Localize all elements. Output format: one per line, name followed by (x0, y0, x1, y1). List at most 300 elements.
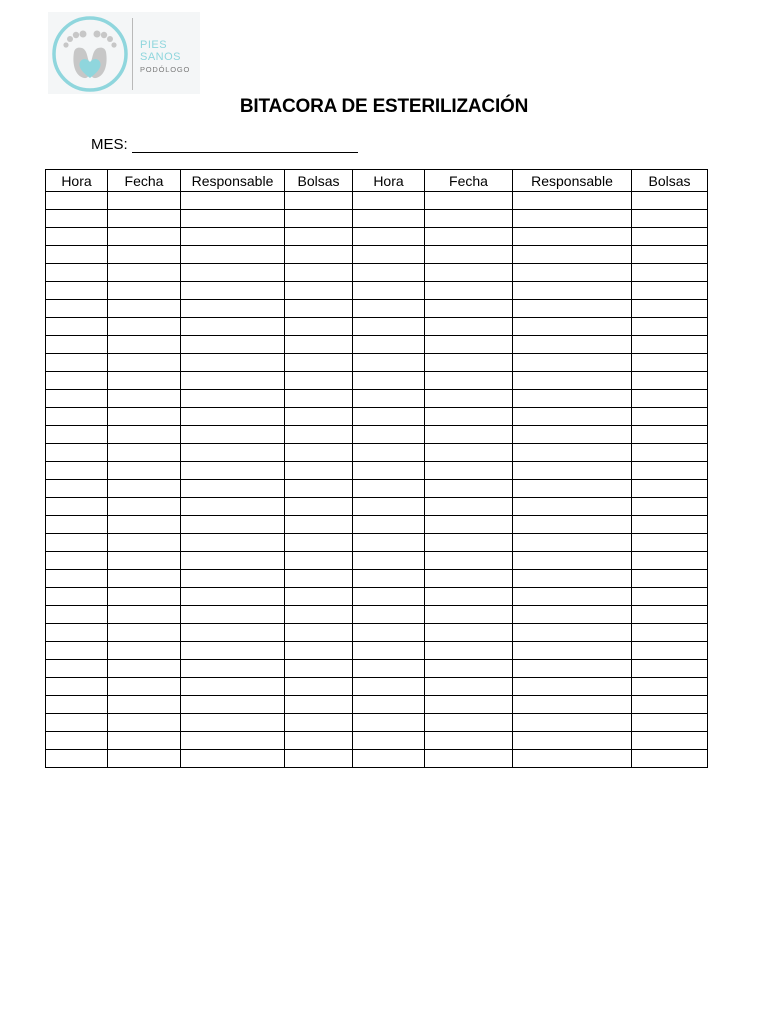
table-cell[interactable] (285, 372, 353, 390)
table-cell[interactable] (46, 534, 108, 552)
table-cell[interactable] (513, 480, 632, 498)
table-cell[interactable] (46, 318, 108, 336)
table-row (46, 462, 708, 480)
table-cell[interactable] (425, 696, 513, 714)
table-cell[interactable] (425, 210, 513, 228)
table-cell[interactable] (353, 300, 425, 318)
table-cell[interactable] (353, 516, 425, 534)
table-cell[interactable] (353, 390, 425, 408)
table-cell[interactable] (108, 516, 181, 534)
table-cell[interactable] (353, 552, 425, 570)
table-row (46, 336, 708, 354)
table-cell[interactable] (425, 624, 513, 642)
table-cell[interactable] (285, 390, 353, 408)
table-cell[interactable] (46, 336, 108, 354)
table-cell[interactable] (108, 228, 181, 246)
table-cell[interactable] (353, 318, 425, 336)
table-cell[interactable] (285, 192, 353, 210)
table-cell[interactable] (353, 732, 425, 750)
table-cell[interactable] (632, 588, 708, 606)
table-cell[interactable] (181, 336, 285, 354)
table-cell[interactable] (353, 660, 425, 678)
table-cell[interactable] (513, 300, 632, 318)
table-cell[interactable] (632, 192, 708, 210)
column-header-bolsas: Bolsas (285, 170, 353, 192)
table-cell[interactable] (632, 624, 708, 642)
table-cell[interactable] (46, 696, 108, 714)
table-row (46, 228, 708, 246)
table-cell[interactable] (425, 318, 513, 336)
table-cell[interactable] (425, 282, 513, 300)
table-row (46, 696, 708, 714)
table-cell[interactable] (425, 660, 513, 678)
table-cell[interactable] (181, 462, 285, 480)
table-cell[interactable] (108, 192, 181, 210)
table-cell[interactable] (425, 390, 513, 408)
table-cell[interactable] (353, 696, 425, 714)
table-cell[interactable] (425, 228, 513, 246)
table-cell[interactable] (632, 714, 708, 732)
table-cell[interactable] (425, 606, 513, 624)
table-cell[interactable] (181, 390, 285, 408)
table-cell[interactable] (513, 408, 632, 426)
table-cell[interactable] (181, 552, 285, 570)
table-cell[interactable] (513, 264, 632, 282)
table-cell[interactable] (181, 732, 285, 750)
table-cell[interactable] (353, 462, 425, 480)
table-cell[interactable] (353, 228, 425, 246)
table-cell[interactable] (46, 642, 108, 660)
table-row (46, 246, 708, 264)
table-cell[interactable] (181, 696, 285, 714)
table-cell[interactable] (632, 696, 708, 714)
table-cell[interactable] (285, 516, 353, 534)
table-cell[interactable] (632, 426, 708, 444)
table-cell[interactable] (353, 714, 425, 732)
table-cell[interactable] (425, 588, 513, 606)
table-cell[interactable] (632, 552, 708, 570)
table-cell[interactable] (513, 714, 632, 732)
table-cell[interactable] (513, 732, 632, 750)
table-cell[interactable] (108, 390, 181, 408)
table-cell[interactable] (285, 588, 353, 606)
table-cell[interactable] (632, 516, 708, 534)
table-cell[interactable] (353, 606, 425, 624)
table-cell[interactable] (108, 300, 181, 318)
table-cell[interactable] (108, 210, 181, 228)
table-cell[interactable] (513, 246, 632, 264)
table-cell[interactable] (46, 498, 108, 516)
table-cell[interactable] (181, 570, 285, 588)
table-cell[interactable] (46, 480, 108, 498)
table-row (46, 426, 708, 444)
table-cell[interactable] (46, 444, 108, 462)
table-row (46, 732, 708, 750)
pies-sanos-logo (48, 12, 200, 94)
table-cell[interactable] (108, 408, 181, 426)
table-cell[interactable] (513, 552, 632, 570)
table-cell[interactable] (108, 570, 181, 588)
table-cell[interactable] (513, 228, 632, 246)
table-cell[interactable] (46, 516, 108, 534)
column-header-bolsas-2: Bolsas (632, 170, 708, 192)
table-cell[interactable] (425, 516, 513, 534)
table-cell[interactable] (632, 228, 708, 246)
table-cell[interactable] (513, 444, 632, 462)
table-cell[interactable] (108, 606, 181, 624)
table-cell[interactable] (46, 570, 108, 588)
table-cell[interactable] (632, 246, 708, 264)
table-cell[interactable] (108, 354, 181, 372)
table-cell[interactable] (513, 192, 632, 210)
table-cell[interactable] (285, 714, 353, 732)
table-cell[interactable] (181, 300, 285, 318)
table-cell[interactable] (108, 642, 181, 660)
page-title: BITACORA DE ESTERILIZACIÓN (239, 96, 529, 117)
table-cell[interactable] (513, 372, 632, 390)
table-row (46, 372, 708, 390)
table-cell[interactable] (353, 534, 425, 552)
table-cell[interactable] (181, 282, 285, 300)
table-cell[interactable] (285, 354, 353, 372)
table-row (46, 264, 708, 282)
table-row (46, 516, 708, 534)
table-cell[interactable] (632, 210, 708, 228)
table-cell[interactable] (285, 732, 353, 750)
table-row (46, 678, 708, 696)
table-cell[interactable] (513, 498, 632, 516)
table-cell[interactable] (425, 678, 513, 696)
column-header-hora-2: Hora (353, 170, 425, 192)
logo-text-line1: PIES (140, 39, 168, 51)
table-cell[interactable] (425, 300, 513, 318)
table-cell[interactable] (108, 264, 181, 282)
table-cell[interactable] (513, 588, 632, 606)
table-cell[interactable] (46, 408, 108, 426)
table-row (46, 354, 708, 372)
table-cell[interactable] (632, 606, 708, 624)
table-cell[interactable] (46, 588, 108, 606)
table-cell[interactable] (425, 552, 513, 570)
table-cell[interactable] (353, 570, 425, 588)
table-cell[interactable] (513, 534, 632, 552)
table-cell[interactable] (46, 750, 108, 768)
table-cell[interactable] (108, 246, 181, 264)
table-cell[interactable] (353, 678, 425, 696)
table-cell[interactable] (513, 624, 632, 642)
table-cell[interactable] (181, 642, 285, 660)
table-cell[interactable] (108, 480, 181, 498)
table-cell[interactable] (181, 750, 285, 768)
table-cell[interactable] (108, 336, 181, 354)
table-cell[interactable] (108, 714, 181, 732)
table-cell[interactable] (632, 390, 708, 408)
table-cell[interactable] (353, 426, 425, 444)
table-cell[interactable] (108, 696, 181, 714)
table-cell[interactable] (285, 228, 353, 246)
table-cell[interactable] (285, 624, 353, 642)
month-label: MES: (91, 136, 128, 153)
table-cell[interactable] (46, 192, 108, 210)
table-cell[interactable] (181, 606, 285, 624)
table-cell[interactable] (108, 588, 181, 606)
table-cell[interactable] (285, 282, 353, 300)
table-cell[interactable] (46, 714, 108, 732)
table-cell[interactable] (632, 534, 708, 552)
table-cell[interactable] (353, 624, 425, 642)
table-cell[interactable] (285, 336, 353, 354)
table-cell[interactable] (285, 318, 353, 336)
table-cell[interactable] (285, 426, 353, 444)
table-cell[interactable] (285, 750, 353, 768)
table-cell[interactable] (181, 660, 285, 678)
table-cell[interactable] (285, 264, 353, 282)
table-cell[interactable] (425, 336, 513, 354)
table-cell[interactable] (425, 192, 513, 210)
table-row (46, 192, 708, 210)
table-cell[interactable] (632, 282, 708, 300)
table-row (46, 714, 708, 732)
table-cell[interactable] (353, 210, 425, 228)
column-header-hora: Hora (46, 170, 108, 192)
table-cell[interactable] (46, 624, 108, 642)
table-row (46, 390, 708, 408)
table-cell[interactable] (46, 660, 108, 678)
table-cell[interactable] (108, 444, 181, 462)
table-cell[interactable] (353, 408, 425, 426)
table-cell[interactable] (425, 570, 513, 588)
table-cell[interactable] (513, 462, 632, 480)
table-row (46, 210, 708, 228)
table-cell[interactable] (46, 210, 108, 228)
table-cell[interactable] (513, 210, 632, 228)
table-cell[interactable] (425, 408, 513, 426)
table-cell[interactable] (285, 480, 353, 498)
table-cell[interactable] (46, 246, 108, 264)
table-cell[interactable] (108, 498, 181, 516)
table-cell[interactable] (632, 480, 708, 498)
table-cell[interactable] (425, 246, 513, 264)
table-cell[interactable] (108, 678, 181, 696)
table-cell[interactable] (181, 318, 285, 336)
table-cell[interactable] (285, 408, 353, 426)
table-cell[interactable] (353, 192, 425, 210)
table-cell[interactable] (425, 642, 513, 660)
table-cell[interactable] (632, 264, 708, 282)
table-cell[interactable] (632, 660, 708, 678)
table-cell[interactable] (285, 660, 353, 678)
table-cell[interactable] (353, 372, 425, 390)
logo-text-line2: SANOS (140, 51, 182, 63)
table-cell[interactable] (181, 210, 285, 228)
table-cell[interactable] (108, 552, 181, 570)
table-cell[interactable] (181, 354, 285, 372)
column-header-fecha-2: Fecha (425, 170, 513, 192)
table-cell[interactable] (46, 462, 108, 480)
table-cell[interactable] (425, 372, 513, 390)
table-cell[interactable] (46, 264, 108, 282)
column-header-fecha: Fecha (108, 170, 181, 192)
column-header-responsable: Responsable (181, 170, 285, 192)
table-cell[interactable] (353, 246, 425, 264)
table-cell[interactable] (513, 606, 632, 624)
table-cell[interactable] (285, 462, 353, 480)
table-cell[interactable] (632, 642, 708, 660)
table-cell[interactable] (181, 678, 285, 696)
table-row (46, 570, 708, 588)
table-cell[interactable] (353, 282, 425, 300)
table-cell[interactable] (353, 750, 425, 768)
table-cell[interactable] (46, 354, 108, 372)
table-row (46, 588, 708, 606)
table-cell[interactable] (353, 354, 425, 372)
table-cell[interactable] (181, 264, 285, 282)
logo-divider (132, 18, 133, 90)
table-cell[interactable] (46, 678, 108, 696)
table-cell[interactable] (425, 714, 513, 732)
table-cell[interactable] (46, 228, 108, 246)
table-header-row (46, 170, 708, 192)
table-cell[interactable] (285, 300, 353, 318)
table-cell[interactable] (108, 732, 181, 750)
table-cell[interactable] (181, 480, 285, 498)
table-cell[interactable] (513, 336, 632, 354)
table-cell[interactable] (46, 300, 108, 318)
table-cell[interactable] (353, 498, 425, 516)
table-row (46, 498, 708, 516)
table-cell[interactable] (513, 570, 632, 588)
table-cell[interactable] (425, 264, 513, 282)
table-cell[interactable] (108, 534, 181, 552)
table-cell[interactable] (108, 282, 181, 300)
table-cell[interactable] (181, 426, 285, 444)
table-row (46, 750, 708, 768)
table-cell[interactable] (513, 642, 632, 660)
table-cell[interactable] (46, 372, 108, 390)
table-cell[interactable] (632, 444, 708, 462)
table-cell[interactable] (632, 678, 708, 696)
table-cell[interactable] (285, 678, 353, 696)
table-row (46, 606, 708, 624)
table-row (46, 318, 708, 336)
table-cell[interactable] (181, 246, 285, 264)
table-cell[interactable] (513, 318, 632, 336)
table-cell[interactable] (513, 696, 632, 714)
table-cell[interactable] (513, 660, 632, 678)
table-row (46, 300, 708, 318)
table-cell[interactable] (181, 408, 285, 426)
table-cell[interactable] (46, 390, 108, 408)
table-row (46, 642, 708, 660)
table-cell[interactable] (632, 408, 708, 426)
table-cell[interactable] (181, 588, 285, 606)
table-cell[interactable] (632, 570, 708, 588)
table-cell[interactable] (181, 498, 285, 516)
table-cell[interactable] (513, 750, 632, 768)
table-row (46, 552, 708, 570)
table-cell[interactable] (353, 336, 425, 354)
table-cell[interactable] (632, 354, 708, 372)
log-table-body (46, 192, 708, 768)
table-cell[interactable] (108, 624, 181, 642)
table-cell[interactable] (285, 498, 353, 516)
table-cell[interactable] (513, 678, 632, 696)
table-cell[interactable] (285, 696, 353, 714)
table-cell[interactable] (108, 660, 181, 678)
table-cell[interactable] (285, 246, 353, 264)
table-cell[interactable] (425, 750, 513, 768)
table-cell[interactable] (513, 282, 632, 300)
table-cell[interactable] (46, 552, 108, 570)
table-cell[interactable] (425, 534, 513, 552)
table-cell[interactable] (632, 372, 708, 390)
table-cell[interactable] (513, 354, 632, 372)
table-cell[interactable] (425, 732, 513, 750)
table-cell[interactable] (425, 444, 513, 462)
table-row (46, 444, 708, 462)
table-cell[interactable] (285, 606, 353, 624)
table-cell[interactable] (513, 390, 632, 408)
table-cell[interactable] (353, 642, 425, 660)
table-cell[interactable] (425, 498, 513, 516)
table-cell[interactable] (425, 354, 513, 372)
table-cell[interactable] (353, 588, 425, 606)
table-cell[interactable] (285, 444, 353, 462)
table-cell[interactable] (108, 318, 181, 336)
table-cell[interactable] (632, 750, 708, 768)
table-cell[interactable] (181, 444, 285, 462)
table-cell[interactable] (425, 462, 513, 480)
table-cell[interactable] (181, 624, 285, 642)
table-cell[interactable] (353, 480, 425, 498)
table-cell[interactable] (513, 516, 632, 534)
table-cell[interactable] (108, 462, 181, 480)
month-fill-line[interactable] (132, 152, 358, 153)
table-cell[interactable] (181, 228, 285, 246)
table-cell[interactable] (285, 642, 353, 660)
table-cell[interactable] (285, 570, 353, 588)
table-cell[interactable] (632, 732, 708, 750)
table-cell[interactable] (108, 372, 181, 390)
table-cell[interactable] (632, 300, 708, 318)
table-cell[interactable] (632, 462, 708, 480)
table-cell[interactable] (353, 264, 425, 282)
table-cell[interactable] (425, 426, 513, 444)
table-cell[interactable] (353, 444, 425, 462)
table-cell[interactable] (285, 552, 353, 570)
table-cell[interactable] (181, 714, 285, 732)
table-cell[interactable] (513, 426, 632, 444)
sterilization-log-table (45, 169, 708, 768)
table-cell[interactable] (108, 426, 181, 444)
table-cell[interactable] (46, 732, 108, 750)
table-cell[interactable] (632, 318, 708, 336)
table-cell[interactable] (425, 480, 513, 498)
table-cell[interactable] (181, 372, 285, 390)
table-cell[interactable] (632, 336, 708, 354)
column-header-responsable-2: Responsable (513, 170, 632, 192)
table-cell[interactable] (285, 534, 353, 552)
table-cell[interactable] (181, 192, 285, 210)
table-cell[interactable] (285, 210, 353, 228)
table-cell[interactable] (46, 606, 108, 624)
table-cell[interactable] (632, 498, 708, 516)
table-cell[interactable] (46, 282, 108, 300)
table-cell[interactable] (46, 426, 108, 444)
table-cell[interactable] (181, 516, 285, 534)
table-cell[interactable] (181, 534, 285, 552)
table-cell[interactable] (108, 750, 181, 768)
